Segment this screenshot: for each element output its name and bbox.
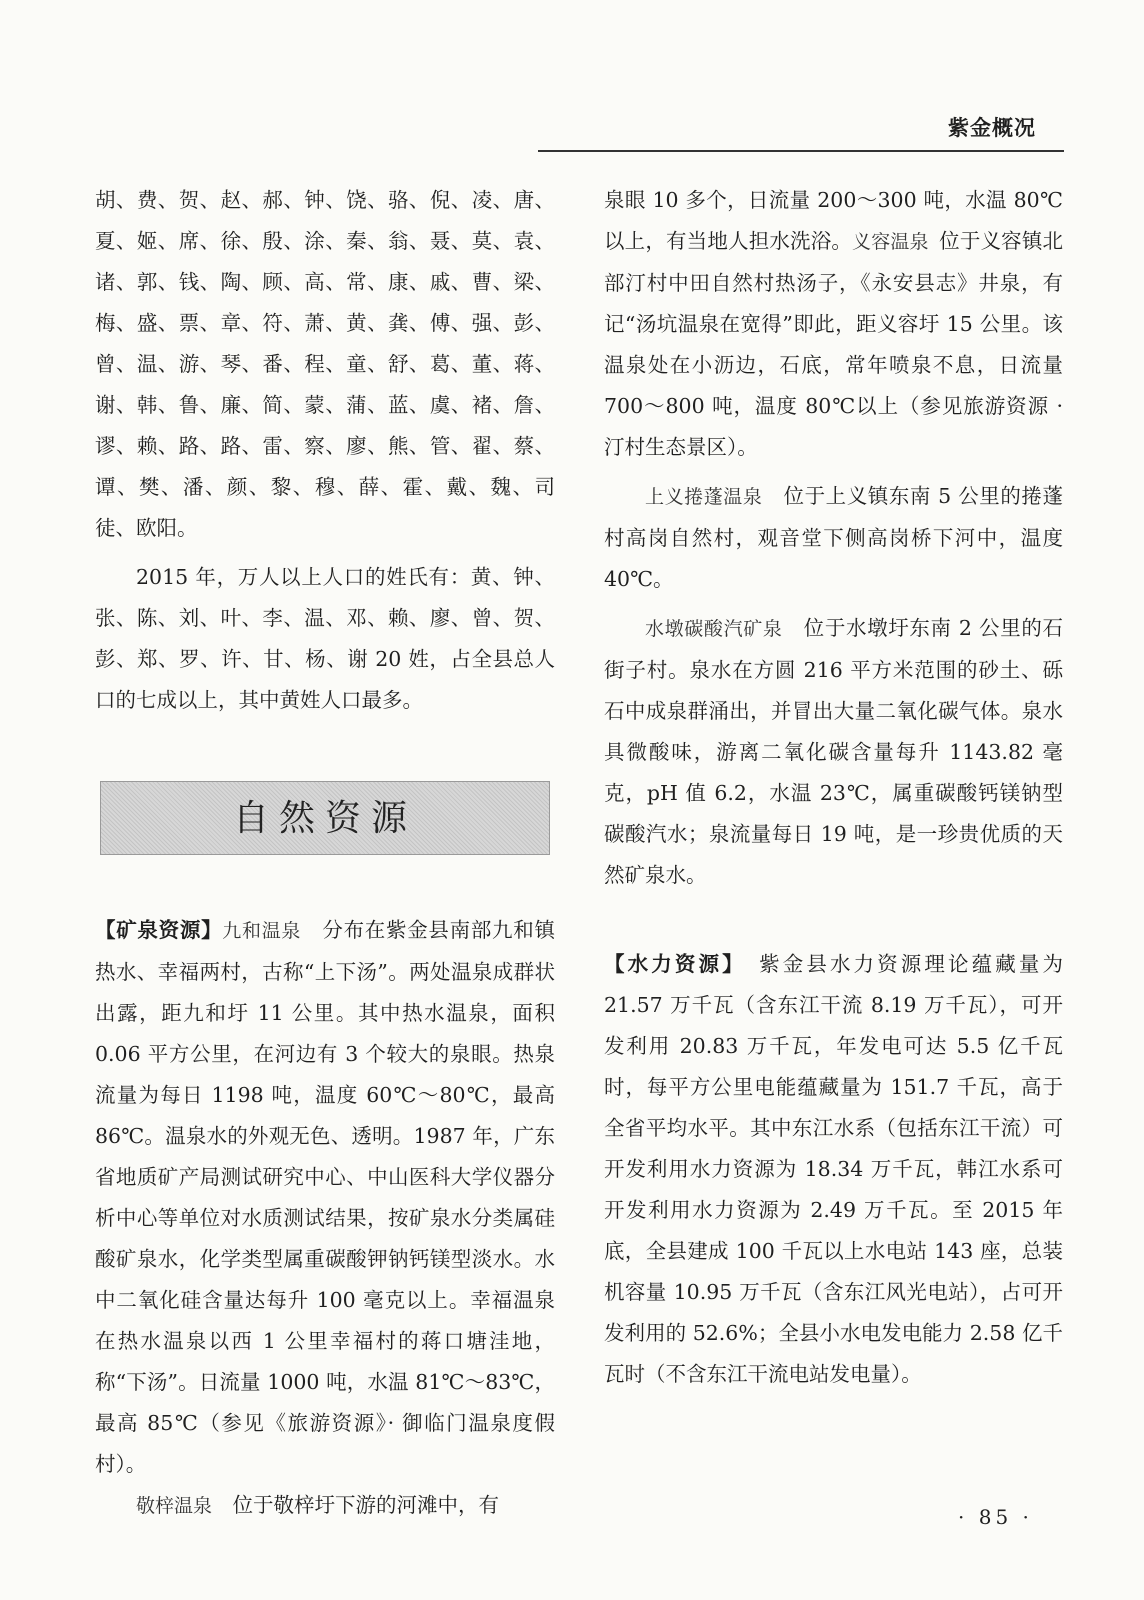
section-banner [100, 781, 550, 855]
running-header-title: 紫金概况 [948, 116, 1036, 140]
mineral-spring-label: 【矿泉资源】 [95, 918, 223, 942]
water-power-text: 紫金县水力资源理论蕴藏量为 21.57 万千瓦（含东江干流 8.19 万千瓦），可开发利用 20.83 万千瓦，年发电可达 5.5 亿千瓦时，每平方公里电能蕴藏量为 151.7 千瓦，高于全省平均水平。其中东江水系（包括东江干流）可开发利用水力资源为 18.34 万千瓦，韩江水系可开发利用水力资源为 2.49 万千瓦。至 2015 年底，全县建成 100 千瓦以上水电站 143 座，总装机容量 10.95 万千瓦（含东江风光电站），占可开发利用的 52.6%；全县小水电发电能力 2.58 亿千瓦时（不含东江干流电站发电量）。 [604, 952, 1064, 1386]
water-power-paragraph [604, 944, 1063, 1395]
jiuhe-spring-text: 分布在紫金县南部九和镇热水、幸福两村，古称“上下汤”。两处温泉成群状出露，距九和圩 11 公里。其中热水温泉，面积 0.06 平方公里，在河边有 3 个较大的泉眼。热泉流量为每日 1198 吨，温度 60℃～80℃，最高 86℃。温泉水的外观无色、透明。1987 年，广东省地质矿产局测试研究中心、中山医科大学仪器分析中心等单位对水质测试结果，按矿泉水分类属硅酸矿泉水，化学类型属重碳酸钾钠钙镁型淡水。水中二氧化硅含量达每升 100 毫克以上。幸福温泉在热水温泉以西 1 公里幸福村的蒋口塘洼地，称“下汤”。日流量 1000 吨，水温 81℃～83℃，最高 85℃（参见《旅游资源》· 御临门温泉度假村）。 [95, 918, 555, 1476]
left-column [95, 180, 555, 1527]
right-column [604, 180, 1063, 1395]
jiuhe-spring-term: 九和温泉 [222, 920, 302, 942]
water-power-label: 【水力资源】 [604, 952, 746, 976]
shuidun-spring-text: 位于水墩圩东南 2 公里的石街子村。泉水在方圆 216 平方米范围的砂土、砾石中成泉群涌出，并冒出大量二氧化碳气体。泉水具微酸味，游离二氧化碳含量每升 1143.82 毫克，pH 值 6.2，水温 23℃，属重碳酸钙镁钠型碳酸汽水；泉流量每日 19 吨，是一珍贵优质的天然矿泉水。 [604, 616, 1063, 887]
mineral-spring-paragraph [95, 910, 555, 1485]
jingzi-spring-text: 位于敬梓圩下游的河滩中，有 [232, 1493, 500, 1517]
surname-list-paragraph: 胡、费、贺、赵、郝、钟、饶、骆、倪、凌、唐、夏、姬、席、徐、殷、涂、秦、翁、聂、莫、袁、诸、郭、钱、陶、顾、高、常、康、戚、曹、梁、梅、盛、票、章、符、萧、黄、龚、傅、强、彭、曾、温、游、琴、番、程、童、舒、葛、董、蒋、谢、韩、鲁、廉、简、蒙、蒲、蓝、虞、褚、詹、谬、赖、路、路、雷、察、廖、熊、管、翟、蔡、谭、樊、潘、颜、黎、穆、薛、霍、戴、魏、司徒、欧阳。 [95, 188, 555, 540]
shangyi-spring-paragraph [604, 476, 1063, 600]
surname-2015-paragraph: 2015 年，万人以上人口的姓氏有：黄、钟、张、陈、刘、叶、李、温、邓、赖、廖、曾、贺、彭、郑、罗、许、甘、杨、谢 20 姓，占全县总人口的七成以上，其中黄姓人口最多。 [95, 565, 555, 712]
yirong-spring-text: 位于义容镇北部汀村中田自然村热汤子，《永安县志》井泉，有记“汤坑温泉在宽得”即此，距义容圩 15 公里。该温泉处在小沥边，石底，常年喷泉不息，日流量 700～800 吨，温度 80℃以上（参见旅游资源 · 汀村生态景区）。 [604, 229, 1064, 459]
section-title: 自然资源 [232, 797, 417, 839]
page-number: · 85 · [958, 1505, 1033, 1529]
shuidun-spring-term: 水墩碳酸汽矿泉 [645, 618, 783, 640]
jingzi-spring-term: 敬梓温泉 [136, 1495, 213, 1517]
shuidun-spring-paragraph [604, 608, 1063, 896]
shangyi-spring-text: 位于上义镇东南 5 公里的捲蓬村高岗自然村，观音堂下侧高岗桥下河中，温度 40℃。 [604, 484, 1063, 591]
jingzi-yirong-paragraph [604, 180, 1063, 468]
yirong-spring-term: 义容温泉 [852, 231, 929, 253]
header-rule [538, 150, 1064, 152]
jingzi-spring-continued-text: 泉眼 10 多个，日流量 200～300 吨，水温 80℃以上，有当地人担水洗浴。 [604, 188, 1063, 253]
jingzi-spring-paragraph [95, 1485, 555, 1527]
shangyi-spring-term: 上义捲蓬温泉 [645, 486, 763, 508]
